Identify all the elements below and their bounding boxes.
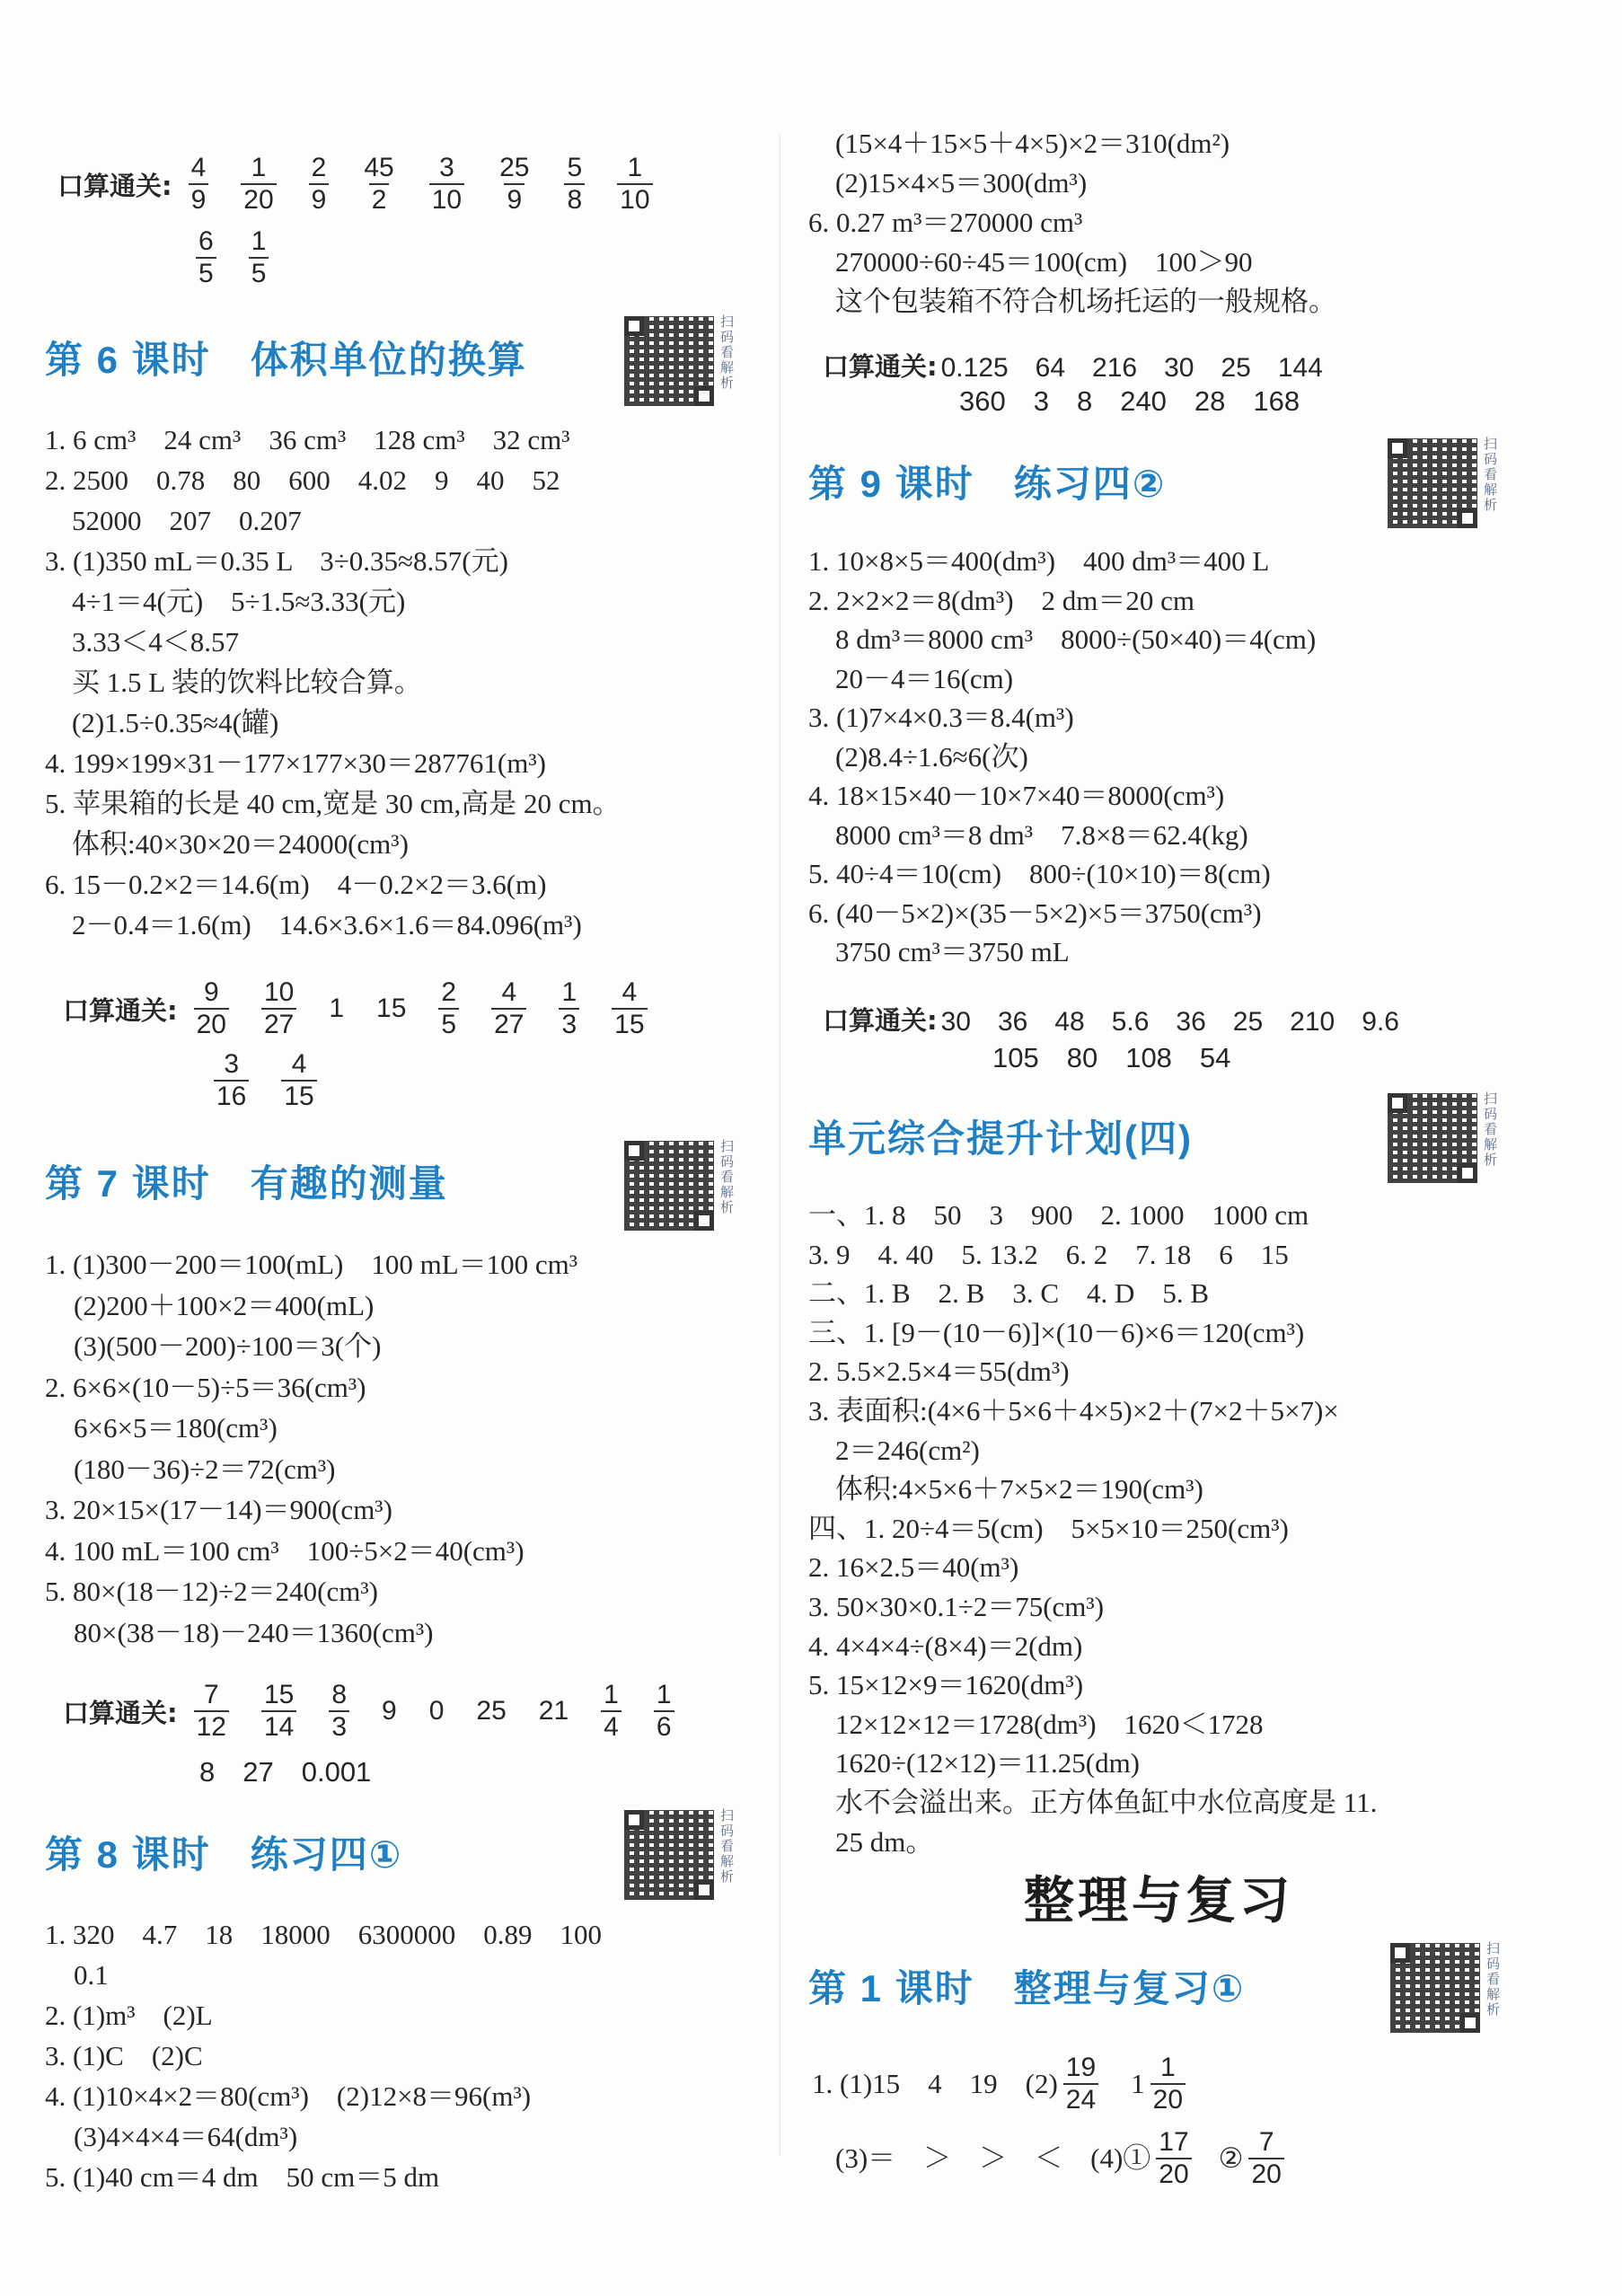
answer-line: (2)1.5÷0.35≈4(罐) [72,707,279,738]
lesson-title: 第 6 课时 体积单位的换算 [45,339,527,381]
answer-line: 1. 320 4.7 18 18000 6300000 0.89 100 [45,1919,602,1950]
denominator: 9 [309,183,330,216]
answer-line: 6×6×5＝180(cm³) [74,1412,278,1444]
answer-line: 8000 cm³＝8 dm³ 7.8×8＝62.4(kg) [835,818,1248,851]
numerator: 19 [1065,2053,1097,2082]
numerator: 4 [501,977,517,1007]
answer-line: 4. 199×199×31－177×177×30＝287761(m³) [45,747,546,779]
denominator: 6 [654,1710,674,1743]
answer-line: 2. 6×6×(10－5)÷5＝36(cm³) [45,1371,366,1403]
answer-line: 2＝246(cm²) [835,1434,980,1466]
numerator: 1 [627,153,643,182]
answer-line: (3)(500－200)÷100＝3(个) [74,1330,382,1362]
denominator: 20 [1248,2158,1283,2190]
denominator: 15 [612,1008,647,1040]
denominator: 10 [617,183,652,216]
denominator: 20 [194,1008,229,1040]
fraction [438,977,459,1040]
answer-line: 4. 4×4×4÷(8×4)＝2(dm) [808,1629,1083,1662]
qr-caption: 扫码看解析 [1484,436,1498,513]
kousuan-fractions [180,226,285,289]
denominator: 14 [261,1710,296,1743]
value: 21 [538,1696,569,1726]
kousuan-row [57,153,669,216]
answer-line: 6. 0.27 m³＝270000 cm³ [808,207,1083,238]
answer-text: ② [1218,2142,1244,2174]
kousuan-row [823,345,1339,384]
kousuan-fractions [172,153,669,216]
numerator: 3 [439,153,454,182]
answer-line: 4÷1＝4(元) 5÷1.5≈3.33(元) [72,586,406,617]
numerator: 1 [561,977,577,1007]
answer-line: 三、1. [9－(10－6)]×(10－6)×6＝120(cm³) [808,1316,1305,1348]
answer-line: 3. (1)C (2)C [45,2040,203,2071]
answer-line: 3.33＜4＜8.57 [72,626,239,658]
answer-line: 6. (40－5×2)×(35－5×2)×5＝3750(cm³) [808,896,1262,929]
denominator: 8 [564,183,585,216]
answer-line: 25 dm。 [835,1825,934,1858]
fraction [361,153,396,216]
value: 0 [428,1696,445,1726]
kousuan-row [823,999,1415,1038]
answer-line: 1. 6 cm³ 24 cm³ 36 cm³ 128 cm³ 32 cm³ [45,424,570,455]
denominator: 20 [241,183,276,216]
qr-caption: 扫码看解析 [720,313,735,391]
numerator: 2 [441,977,457,1007]
fraction [564,153,585,216]
fraction [559,977,579,1040]
numerator: 5 [567,153,583,182]
numerator: 7 [1258,2127,1274,2157]
fraction [189,153,209,216]
fraction [654,1680,674,1743]
numerator: 1 [604,1680,619,1709]
answer-line: 一、1. 8 50 3 900 2. 1000 1000 cm [808,1199,1309,1231]
fraction [612,977,647,1040]
answer-text: 1 [1131,2068,1145,2099]
kousuan-values: 30 36 48 5.6 36 25 210 9.6 [940,1007,1399,1037]
answer-line: 1. 10×8×5＝400(dm³) 400 dm³＝400 L [808,545,1270,577]
answer-line: 80×(38－18)－240＝1360(cm³) [74,1616,434,1648]
numerator: 2 [311,153,327,182]
qr-code-icon[interactable] [624,1141,714,1231]
answer-line: 5. 40÷4＝10(cm) 800÷(10×10)＝8(cm) [808,858,1271,889]
kousuan-values [178,977,664,1040]
lesson-title: 第 8 课时 练习四① [45,1833,403,1876]
numerator: 17 [1159,2127,1189,2157]
qr-code-icon[interactable] [624,1810,714,1900]
kousuan-row [63,977,664,1040]
fraction [601,1680,621,1743]
numerator: 45 [364,153,394,182]
fraction [261,1680,296,1743]
denominator: 20 [1150,2083,1186,2115]
fraction [1063,2053,1098,2115]
answer-line: 12×12×12＝1728(dm³) 1620＜1728 [835,1708,1264,1740]
numerator: 1 [1160,2053,1176,2082]
answer-line [835,2127,1290,2190]
numerator: 1 [251,153,267,182]
lesson-title: 第 7 课时 有趣的测量 [45,1162,448,1205]
fraction [497,153,532,216]
answer-line: (15×4＋15×5＋4×5)×2＝310(dm²) [835,128,1230,159]
answer-line: 3. 50×30×0.1÷2＝75(cm³) [808,1591,1105,1622]
answer-line: (2)200＋100×2＝400(mL) [74,1289,375,1321]
qr-caption: 扫码看解析 [1484,1091,1498,1168]
numerator: 1 [251,226,267,256]
kousuan-values: 8 27 0.001 [199,1756,372,1788]
numerator: 4 [621,977,638,1007]
denominator: 5 [249,257,269,289]
kousuan-values [198,1049,333,1112]
answer-line: 2. 2500 0.78 80 600 4.02 9 40 52 [45,464,560,496]
qr-caption: 扫码看解析 [720,1807,735,1885]
value: 9 [382,1696,397,1726]
answer-line: (3)4×4×4＝64(dm³) [74,2121,298,2152]
answer-line: 6. 15－0.2×2＝14.6(m) 4－0.2×2＝3.6(m) [45,869,547,900]
kousuan-label: 口算通关: [63,994,178,1026]
denominator: 10 [429,183,464,216]
fraction [429,153,464,216]
numerator: 4 [291,1049,307,1079]
answer-line: 2－0.4＝1.6(m) 14.6×3.6×1.6＝84.096(m³) [72,909,582,940]
lesson-title: 第 9 课时 练习四② [808,463,1167,505]
fraction [194,1680,229,1743]
denominator: 9 [189,183,209,216]
answer-line: 2. 5.5×2.5×4＝55(dm³) [808,1356,1070,1388]
kousuan-label: 口算通关: [57,170,172,201]
answer-line: 4. 100 mL＝100 cm³ 100÷5×2＝40(cm³) [45,1534,525,1567]
kousuan-values [178,1680,691,1743]
qr-code-icon[interactable] [1390,1943,1480,2033]
denominator: 24 [1063,2083,1098,2115]
answer-line: 0.1 [74,1959,109,1991]
fraction [1248,2127,1283,2190]
fraction [491,977,526,1040]
denominator: 20 [1156,2158,1191,2190]
answer-line: 5. 苹果箱的长是 40 cm,宽是 30 cm,高是 20 cm。 [45,788,621,819]
qr-caption: 扫码看解析 [720,1138,735,1215]
numerator: 1 [656,1680,672,1709]
answer-line: 2. 16×2.5＝40(m³) [808,1551,1019,1584]
kousuan-label: 口算通关: [63,1697,178,1728]
answer-text: (3)＝ ＞ ＞ ＜ (4)① [835,2142,1151,2174]
answer-line: 52000 207 0.207 [72,505,302,536]
answer-line: 4. (1)10×4×2＝80(cm³) (2)12×8＝96(m³) [45,2080,532,2112]
answer-line: 270000÷60÷45＝100(cm) 100＞90 [835,246,1253,278]
lesson-title: 单元综合提升计划(四) [808,1117,1193,1160]
answer-line: 四、1. 20÷4＝5(cm) 5×5×10＝250(cm³) [808,1512,1289,1544]
kousuan-row [198,1049,333,1112]
qr-caption: 扫码看解析 [1486,1940,1501,2018]
numerator: 25 [499,153,530,182]
value: 15 [376,993,407,1023]
answer-line: 3. (1)7×4×0.3＝8.4(m³) [808,702,1074,733]
fraction [281,1049,316,1112]
denominator: 4 [601,1710,621,1743]
fraction [309,153,330,216]
fraction [1150,2053,1186,2115]
answer-line: 3. 表面积:(4×6＋5×6＋4×5)×2＋(7×2＋5×7)× [808,1395,1339,1426]
qr-code-icon[interactable] [1388,438,1477,528]
answer-line [812,2053,1191,2115]
numerator: 9 [203,977,219,1007]
denominator: 3 [329,1710,349,1743]
answer-line: 水不会溢出来。正方体鱼缸中水位高度是 11. [835,1787,1378,1818]
answer-line: 3. (1)350 mL＝0.35 L 3÷0.35≈8.57(元) [45,545,508,577]
numerator: 8 [331,1680,348,1709]
answer-line: 4. 18×15×40－10×7×40＝8000(cm³) [808,780,1225,811]
answer-line: 5. (1)40 cm＝4 dm 50 cm＝5 dm [45,2161,440,2193]
answer-line: 体积:4×5×6＋7×5×2＝190(cm³) [835,1473,1203,1506]
answer-line: (2)15×4×5＝300(dm³) [835,167,1088,199]
fraction [194,977,229,1040]
numerator: 3 [224,1049,240,1079]
answer-line: 3750 cm³＝3750 mL [835,936,1070,967]
kousuan-row [63,1680,691,1743]
answer-line: 8 dm³＝8000 cm³ 8000÷(50×40)＝4(cm) [835,623,1317,655]
numerator: 7 [203,1680,219,1709]
value: 1 [329,993,345,1023]
answer-line: (2)8.4÷1.6≈6(次) [835,740,1028,773]
denominator: 2 [369,183,390,216]
answer-line: 体积:40×30×20＝24000(cm³) [72,828,409,860]
denominator: 9 [504,183,525,216]
answer-text: 1. (1)15 4 19 (2) [812,2068,1058,2099]
chapter-title: 整理与复习 [1024,1872,1293,1930]
answer-line: 买 1.5 L 装的饮料比较合算。 [72,667,422,698]
answer-line: 二、1. B 2. B 3. C 4. D 5. B [808,1277,1210,1310]
answer-line: 2. (1)m³ (2)L [45,2000,213,2031]
kousuan-row [180,226,285,289]
numerator: 4 [190,153,207,182]
numerator: 10 [263,977,295,1007]
qr-code-icon[interactable] [624,316,714,406]
answer-line: 5. 15×12×9＝1620(dm³) [808,1669,1084,1701]
fraction [1156,2127,1191,2190]
answer-line: 1620÷(12×12)＝11.25(dm) [835,1747,1141,1779]
fraction [249,226,269,289]
fraction [329,1680,349,1743]
denominator: 12 [194,1710,229,1743]
numerator: 15 [263,1680,295,1709]
answer-line: 2. 2×2×2＝8(dm³) 2 dm＝20 cm [808,584,1195,616]
qr-code-icon[interactable] [1388,1093,1477,1183]
denominator: 27 [491,1008,526,1040]
denominator: 5 [196,257,216,289]
numerator: 6 [198,226,214,256]
lesson-title: 第 1 课时 整理与复习① [808,1967,1246,2009]
answer-line: 3. 9 4. 40 5. 13.2 6. 2 7. 18 6 15 [808,1238,1289,1270]
fraction [241,153,276,216]
answer-line: 1. (1)300－200＝100(mL) 100 mL＝100 cm³ [45,1249,578,1280]
fraction [196,226,216,289]
value: 25 [476,1696,507,1726]
kousuan-values: 360 3 8 240 28 168 [959,385,1300,417]
kousuan-values: 0.125 64 216 30 25 144 [940,353,1323,383]
denominator: 27 [261,1008,296,1040]
fraction [214,1049,249,1112]
denominator: 16 [214,1080,249,1112]
answer-line: (180－36)÷2＝72(cm³) [74,1453,336,1485]
answer-line: 20－4＝16(cm) [835,662,1014,694]
denominator: 15 [281,1080,316,1112]
answer-line: 这个包装箱不符合机场托运的一般规格。 [835,286,1336,317]
kousuan-label: 口算通关: [823,350,938,382]
fraction [617,153,652,216]
answer-line: 5. 80×(18－12)÷2＝240(cm³) [45,1576,378,1607]
denominator: 3 [559,1008,579,1040]
fraction [261,977,296,1040]
answer-line: 3. 20×15×(17－14)＝900(cm³) [45,1494,392,1525]
kousuan-values: 105 80 108 54 [992,1042,1231,1073]
denominator: 5 [438,1008,459,1040]
kousuan-label: 口算通关: [823,1004,938,1036]
